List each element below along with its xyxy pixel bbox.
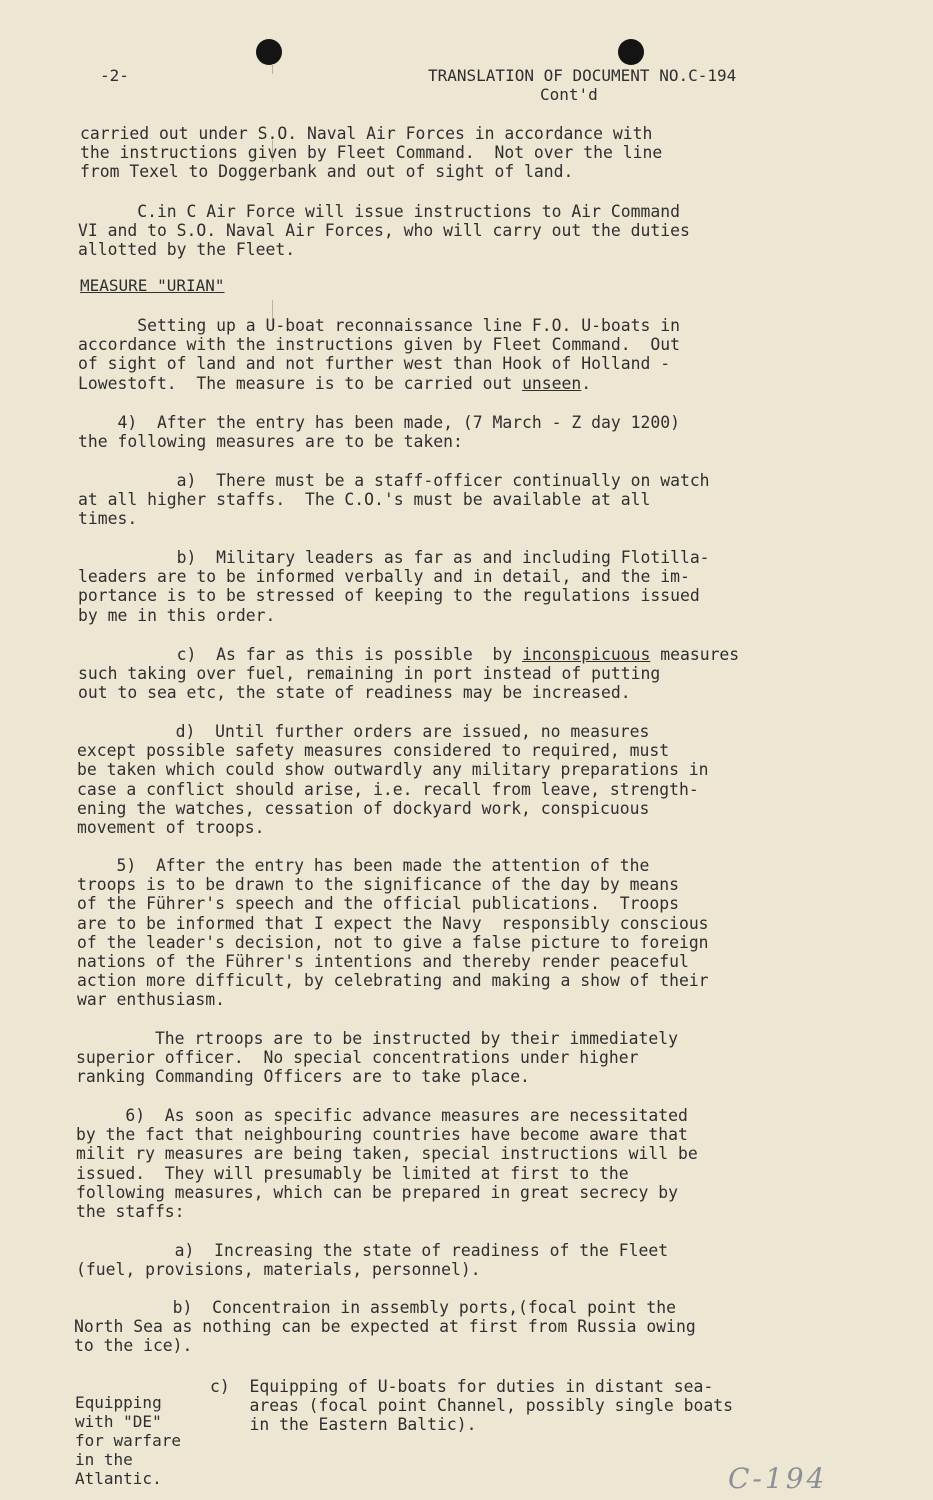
paragraph-6a-readiness: a) Increasing the state of readiness of the Fleet (fuel, provisions, materials, personnel). bbox=[76, 1241, 669, 1280]
paragraph-4d-further-orders: d) Until further orders are issued, no measures except possible safety measures considered to required, must be taken which could show outwardly any military preparations in case a conflict should arise, i.e. recall from leave, strength- ening the watches, cessation of dockyard work, conspicuous movement of troops. bbox=[77, 722, 709, 838]
page-number: -2- bbox=[100, 66, 129, 85]
underlined-inconspicuous: inconspicuous bbox=[522, 645, 651, 664]
fold-mark bbox=[272, 64, 273, 74]
paragraph-4c-readiness bbox=[78, 645, 739, 703]
handwritten-document-number: C-194 bbox=[728, 1462, 828, 1495]
paragraph-uboat-line-text: Setting up a U-boat reconnaissance line F.O. U-boats in accordance with the instructions given by Fleet Command. Out of sight of land and not further west than Hook of Holland - Lowestoft. The measure is to be carried out bbox=[78, 316, 680, 393]
paragraph-air-forces: carried out under S.O. Naval Air Forces in accordance with the instructions given by Fleet Command. Not over the line from Texel to Doggerbank and out of sight of land. bbox=[80, 124, 663, 182]
margin-note: Equipping with "DE" for warfare in the Atlantic. bbox=[75, 1393, 181, 1488]
paragraph-6-advance-measures: 6) As soon as specific advance measures are necessitated by the fact that neighbouring countries have become aware that milit ry measures are being taken, special instructions will be issued. They will presumably be limited at first to the following measures, which can be prepared in great secrecy by the staffs: bbox=[76, 1106, 698, 1222]
paragraph-6c-uboats: c) Equipping of U-boats for duties in distant sea- areas (focal point Channel, possibly single boats in the Eastern Baltic). bbox=[210, 1377, 734, 1435]
paragraph-4c-end: measures such taking over fuel, remaining in port instead of putting out to sea etc, the state of readiness may be increased. bbox=[78, 645, 740, 703]
paragraph-air-command: C.in C Air Force will issue instructions to Air Command VI and to S.O. Naval Air Forces, who will carry out the duties allotted by the Fleet. bbox=[78, 202, 690, 260]
paragraph-4a-staff-officer: a) There must be a staff-officer continually on watch at all higher staffs. The C.O.'s must be available at all times. bbox=[78, 471, 710, 529]
paragraph-uboat-line-end: . bbox=[581, 373, 592, 393]
title-line-2: Cont'd bbox=[540, 85, 598, 104]
paragraph-4-entry: 4) After the entry has been made, (7 March - Z day 1200) the following measures are to be taken: bbox=[78, 413, 680, 452]
punch-hole-left bbox=[256, 39, 282, 65]
title-line-1: TRANSLATION OF DOCUMENT NO.C-194 bbox=[428, 66, 737, 85]
paragraph-5-troops: 5) After the entry has been made the attention of the troops is to be drawn to the significance of the day by means of the Führer's speech and the official publications. Troops are to be informed that I expect the Navy responsibly conscious of the leader's decision, not to give a false picture to foreign nations of the Führer's intentions and thereby render peaceful action more difficult, by celebrating and making a show of their war enthusiasm. bbox=[77, 856, 709, 1010]
paragraph-4b-military-leaders: b) Military leaders as far as and including Flotilla- leaders are to be informed verbally and in detail, and the im- portance is to be stressed of keeping to the regulations issued by me in this order. bbox=[78, 548, 710, 625]
paragraph-4c-text: c) As far as this is possible by bbox=[78, 645, 523, 664]
document-title bbox=[428, 66, 736, 104]
underlined-unseen: unseen bbox=[522, 373, 582, 393]
paragraph-troops-instructed: The rtroops are to be instructed by their immediately superior officer. No special concentrations under higher ranking Commanding Officers are to take place. bbox=[76, 1029, 678, 1087]
paragraph-6b-assembly-ports: b) Concentraion in assembly ports,(focal point the North Sea as nothing can be expected at first from Russia owing to the ice). bbox=[74, 1298, 696, 1356]
paragraph-uboat-line bbox=[78, 316, 680, 393]
punch-hole-right bbox=[618, 39, 644, 65]
section-heading-measure-urian: MEASURE "URIAN" bbox=[80, 276, 225, 295]
